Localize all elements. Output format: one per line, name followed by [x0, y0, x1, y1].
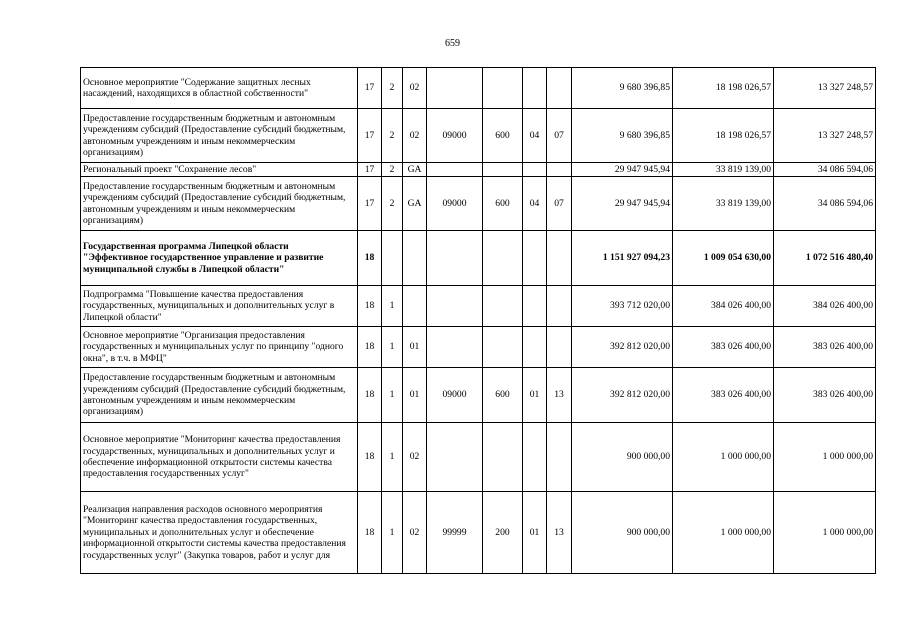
row-name: Предоставление государственным бюджетным и автономным учреждениям субсидий (Предоставление субсидий бюджетным, автономным учреждениям и иным некоммерческим организациям): [81, 177, 358, 231]
activity-code: [403, 231, 427, 286]
subsection-code: 13: [547, 368, 572, 423]
row-name: Подпрограмма "Повышение качества предоставления государственных, муниципальных и дополнительных услуг в Липецкой области": [81, 286, 358, 327]
program-code: 17: [358, 163, 382, 177]
row-name: Предоставление государственным бюджетным и автономным учреждениям субсидий (Предоставление субсидий бюджетным, автономным учреждениям и иным некоммерческим организациям): [81, 368, 358, 423]
program-code: 18: [358, 368, 382, 423]
expense-type-code: [483, 231, 523, 286]
table-row: [81, 109, 876, 163]
section-code: [523, 286, 547, 327]
amount-year-3: 383 026 400,00: [774, 327, 876, 368]
program-code: 17: [358, 68, 382, 109]
activity-code: GA: [403, 177, 427, 231]
table-row: [81, 368, 876, 423]
amount-year-1: 900 000,00: [572, 492, 673, 574]
activity-code: GA: [403, 163, 427, 177]
subsection-code: 07: [547, 109, 572, 163]
subprogram-code: 2: [382, 177, 403, 231]
activity-code: [403, 286, 427, 327]
section-code: [523, 163, 547, 177]
program-code: 17: [358, 177, 382, 231]
direction-code: [427, 327, 483, 368]
table-row: [81, 423, 876, 492]
activity-code: 02: [403, 492, 427, 574]
subsection-code: [547, 327, 572, 368]
direction-code: 99999: [427, 492, 483, 574]
subprogram-code: 1: [382, 492, 403, 574]
program-code: 18: [358, 492, 382, 574]
expense-type-code: 200: [483, 492, 523, 574]
expense-type-code: 600: [483, 177, 523, 231]
amount-year-2: 33 819 139,00: [673, 177, 774, 231]
amount-year-2: 1 000 000,00: [673, 423, 774, 492]
section-code: [523, 327, 547, 368]
amount-year-1: 1 151 927 094,23: [572, 231, 673, 286]
amount-year-2: 1 009 054 630,00: [673, 231, 774, 286]
row-name: Основное мероприятие "Мониторинг качества предоставления государственных, муниципальных и дополнительных услуг и обеспечение информационной открытости системы качества предоставления государственных услуг": [81, 423, 358, 492]
activity-code: 02: [403, 68, 427, 109]
amount-year-1: 29 947 945,94: [572, 177, 673, 231]
row-name: Региональный проект "Сохранение лесов": [81, 163, 358, 177]
amount-year-1: 900 000,00: [572, 423, 673, 492]
amount-year-1: 9 680 396,85: [572, 68, 673, 109]
direction-code: 09000: [427, 109, 483, 163]
amount-year-3: 384 026 400,00: [774, 286, 876, 327]
activity-code: 02: [403, 423, 427, 492]
program-code: 18: [358, 286, 382, 327]
amount-year-1: 392 812 020,00: [572, 327, 673, 368]
section-code: [523, 231, 547, 286]
section-code: 04: [523, 177, 547, 231]
section-code: [523, 423, 547, 492]
budget-table: [80, 67, 876, 574]
activity-code: 01: [403, 368, 427, 423]
page-number: 659: [445, 38, 460, 49]
section-code: 01: [523, 368, 547, 423]
row-name: Реализация направления расходов основного мероприятия "Мониторинг качества предоставления государственных, муниципальных и дополнительных услуг и обеспечение информационной открытости системы качества предоставления государственных услуг" (Закупка товаров, работ и услуг для: [81, 492, 358, 574]
section-code: 01: [523, 492, 547, 574]
direction-code: 09000: [427, 177, 483, 231]
subsection-code: 07: [547, 177, 572, 231]
amount-year-2: 1 000 000,00: [673, 492, 774, 574]
amount-year-2: 384 026 400,00: [673, 286, 774, 327]
amount-year-2: 33 819 139,00: [673, 163, 774, 177]
program-code: 18: [358, 231, 382, 286]
subprogram-code: 1: [382, 286, 403, 327]
expense-type-code: [483, 286, 523, 327]
table-row: [81, 327, 876, 368]
direction-code: [427, 68, 483, 109]
row-name: Основное мероприятие "Содержание защитных лесных насаждений, находящихся в областной собственности": [81, 68, 358, 109]
amount-year-1: 9 680 396,85: [572, 109, 673, 163]
amount-year-1: 392 812 020,00: [572, 368, 673, 423]
amount-year-2: 18 198 026,57: [673, 68, 774, 109]
subprogram-code: [382, 231, 403, 286]
amount-year-3: 383 026 400,00: [774, 368, 876, 423]
amount-year-3: 13 327 248,57: [774, 68, 876, 109]
subsection-code: [547, 286, 572, 327]
direction-code: 09000: [427, 368, 483, 423]
row-name: Основное мероприятие "Организация предоставления государственных и муниципальных услуг по принципу "одного окна", в т.ч. в МФЦ": [81, 327, 358, 368]
subprogram-code: 2: [382, 68, 403, 109]
row-name: Предоставление государственным бюджетным и автономным учреждениям субсидий (Предоставление субсидий бюджетным, автономным учреждениям и иным некоммерческим организациям): [81, 109, 358, 163]
amount-year-2: 383 026 400,00: [673, 327, 774, 368]
amount-year-3: 1 072 516 480,40: [774, 231, 876, 286]
amount-year-3: 34 086 594,06: [774, 177, 876, 231]
direction-code: [427, 423, 483, 492]
subprogram-code: 1: [382, 423, 403, 492]
table-row: [81, 163, 876, 177]
amount-year-3: 13 327 248,57: [774, 109, 876, 163]
section-code: 04: [523, 109, 547, 163]
subsection-code: [547, 68, 572, 109]
row-name: Государственная программа Липецкой области "Эффективное государственное управление и развитие муниципальной службы в Липецкой области": [81, 231, 358, 286]
expense-type-code: [483, 68, 523, 109]
subprogram-code: 2: [382, 163, 403, 177]
amount-year-2: 18 198 026,57: [673, 109, 774, 163]
activity-code: 01: [403, 327, 427, 368]
subprogram-code: 2: [382, 109, 403, 163]
direction-code: [427, 231, 483, 286]
direction-code: [427, 286, 483, 327]
amount-year-2: 383 026 400,00: [673, 368, 774, 423]
expense-type-code: 600: [483, 109, 523, 163]
table-row: [81, 286, 876, 327]
expense-type-code: 600: [483, 368, 523, 423]
expense-type-code: [483, 423, 523, 492]
subprogram-code: 1: [382, 368, 403, 423]
subsection-code: 13: [547, 492, 572, 574]
table-row: [81, 492, 876, 574]
amount-year-3: 1 000 000,00: [774, 423, 876, 492]
subsection-code: [547, 423, 572, 492]
program-code: 17: [358, 109, 382, 163]
table-row: [81, 68, 876, 109]
expense-type-code: [483, 327, 523, 368]
subprogram-code: 1: [382, 327, 403, 368]
subsection-code: [547, 231, 572, 286]
amount-year-3: 34 086 594,06: [774, 163, 876, 177]
amount-year-3: 1 000 000,00: [774, 492, 876, 574]
table-row: [81, 231, 876, 286]
program-code: 18: [358, 327, 382, 368]
activity-code: 02: [403, 109, 427, 163]
amount-year-1: 29 947 945,94: [572, 163, 673, 177]
amount-year-1: 393 712 020,00: [572, 286, 673, 327]
expense-type-code: [483, 163, 523, 177]
table-row: [81, 177, 876, 231]
program-code: 18: [358, 423, 382, 492]
section-code: [523, 68, 547, 109]
direction-code: [427, 163, 483, 177]
subsection-code: [547, 163, 572, 177]
